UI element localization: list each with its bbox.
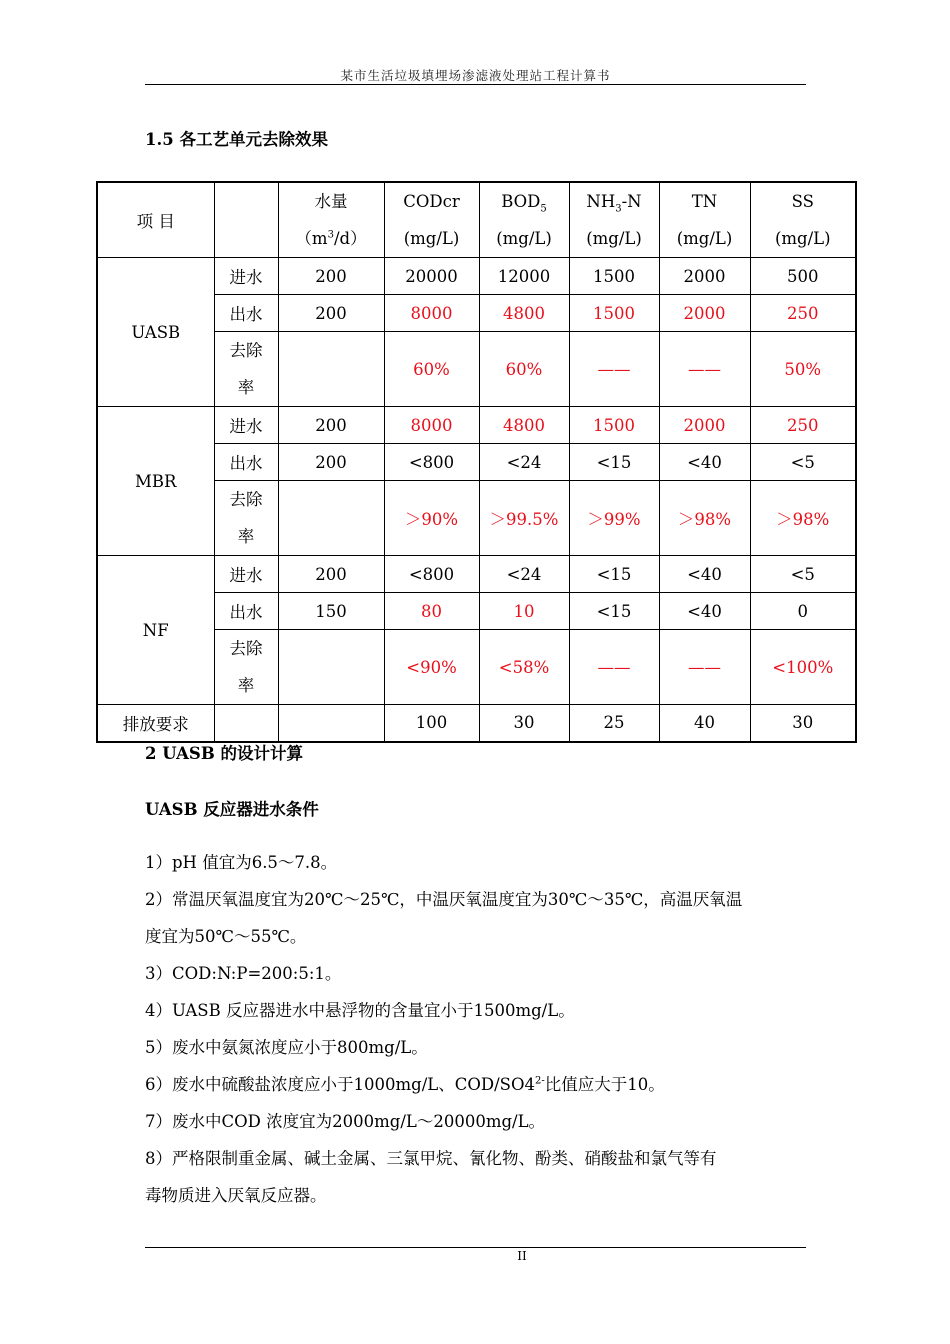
cell: 20000	[384, 258, 479, 295]
cell: 250	[750, 407, 856, 444]
row-label: 出水	[214, 444, 278, 481]
cell: 100	[384, 705, 479, 742]
cell: 50%	[750, 332, 856, 407]
list-item: 3）COD:N:P=200:5:1。	[145, 964, 342, 983]
cell: 8000	[384, 295, 479, 332]
header-flow: 水量 $(m^3/d)$	[278, 182, 384, 258]
cell	[278, 481, 384, 556]
cell: 200	[278, 556, 384, 593]
cell: 12000	[479, 258, 569, 295]
cell: 80	[384, 593, 479, 630]
cell: <800	[384, 444, 479, 481]
cell: 4800	[479, 295, 569, 332]
header-ss: SS (mg/L)	[750, 182, 856, 258]
cell: ——	[659, 630, 750, 705]
cell: <90%	[384, 630, 479, 705]
section-1-5-title: 1.5 各工艺单元去除效果	[145, 130, 328, 149]
row-label: 进水	[214, 407, 278, 444]
cell: ＞98%	[659, 481, 750, 556]
cell: <5	[750, 556, 856, 593]
header-bod5: $BOD_5$ (mg/L)	[479, 182, 569, 258]
cell: <15	[569, 593, 659, 630]
cell: 25	[569, 705, 659, 742]
uasb-conditions-list	[145, 844, 815, 1214]
cell: 200	[278, 258, 384, 295]
cell: <24	[479, 556, 569, 593]
cell: 40	[659, 705, 750, 742]
row-label: 进水	[214, 556, 278, 593]
header-rule	[145, 84, 806, 85]
cell: <40	[659, 444, 750, 481]
cell: ＞99%	[569, 481, 659, 556]
header-blank	[214, 182, 278, 258]
cell: 500	[750, 258, 856, 295]
table-row	[97, 556, 856, 593]
cell: 200	[278, 444, 384, 481]
list-item: 1）pH 值宜为6.5～7.8。	[145, 853, 338, 872]
cell: 60%	[384, 332, 479, 407]
cell: ——	[659, 332, 750, 407]
cell: 60%	[479, 332, 569, 407]
row-label: 出水	[214, 295, 278, 332]
row-label: 排放要求	[97, 705, 214, 742]
cell: 2000	[659, 407, 750, 444]
cell: 1500	[569, 295, 659, 332]
cell: 10	[479, 593, 569, 630]
list-item: 2）常温厌氧温度宜为20℃～25℃，中温厌氧温度宜为30℃～35℃，高温厌氧温	[145, 890, 743, 909]
header-item: 项 目	[97, 182, 214, 258]
cell: 1500	[569, 258, 659, 295]
group-mbr: MBR	[97, 407, 214, 556]
row-label: 出水	[214, 593, 278, 630]
row-label: 去除 率	[214, 630, 278, 705]
cell: ——	[569, 630, 659, 705]
cell: 200	[278, 295, 384, 332]
list-item: 4）UASB 反应器进水中悬浮物的含量宜小于1500mg/L。	[145, 1001, 575, 1020]
header-codcr: CODcr (mg/L)	[384, 182, 479, 258]
table-row	[97, 407, 856, 444]
page-number: II	[517, 1249, 527, 1263]
header-nh3n: $NH_3-N$ (mg/L)	[569, 182, 659, 258]
cell: 30	[750, 705, 856, 742]
cell: <15	[569, 556, 659, 593]
cell: 1500	[569, 407, 659, 444]
cell: ＞90%	[384, 481, 479, 556]
cell: <40	[659, 593, 750, 630]
cell: <15	[569, 444, 659, 481]
row-label: 去除 率	[214, 481, 278, 556]
cell: ＞99.5%	[479, 481, 569, 556]
list-item: 7）废水中COD 浓度宜为2000mg/L～20000mg/L。	[145, 1112, 546, 1131]
table-row-discharge	[97, 705, 856, 742]
cell: 8000	[384, 407, 479, 444]
cell: 200	[278, 407, 384, 444]
list-item: 8）严格限制重金属、碱土金属、三氯甲烷、氰化物、酚类、硝酸盐和氯气等有	[145, 1149, 717, 1168]
group-nf: NF	[97, 556, 214, 705]
row-label: 去除 率	[214, 332, 278, 407]
removal-efficiency-table	[96, 181, 857, 743]
row-label: 进水	[214, 258, 278, 295]
uasb-conditions-title: UASB 反应器进水条件	[145, 800, 319, 819]
cell: 4800	[479, 407, 569, 444]
group-uasb: UASB	[97, 258, 214, 407]
table-header-row	[97, 182, 856, 258]
header-tn: TN (mg/L)	[659, 182, 750, 258]
cell: ＞98%	[750, 481, 856, 556]
cell: 250	[750, 295, 856, 332]
cell: 2000	[659, 295, 750, 332]
footer-rule	[145, 1247, 806, 1248]
table-row	[97, 258, 856, 295]
cell: 150	[278, 593, 384, 630]
cell	[278, 332, 384, 407]
list-item: 5）废水中氨氮浓度应小于800mg/L。	[145, 1038, 428, 1057]
cell: 0	[750, 593, 856, 630]
cell	[278, 630, 384, 705]
cell: 2000	[659, 258, 750, 295]
cell: ——	[569, 332, 659, 407]
cell: <24	[479, 444, 569, 481]
cell: 30	[479, 705, 569, 742]
cell	[278, 705, 384, 742]
cell: <5	[750, 444, 856, 481]
cell: <58%	[479, 630, 569, 705]
list-item: 6）废水中硫酸盐浓度应小于1000mg/L、COD/$SO4^{2-}$比值应大于10。	[145, 1075, 665, 1094]
list-item-cont: 度宜为50℃～55℃。	[145, 927, 307, 946]
section-2-title: 2 UASB 的设计计算	[145, 744, 304, 763]
list-item-cont: 毒物质进入厌氧反应器。	[145, 1186, 327, 1205]
cell: <800	[384, 556, 479, 593]
cell: <40	[659, 556, 750, 593]
running-header: 某市生活垃圾填埋场渗滤液处理站工程计算书	[340, 68, 611, 83]
cell: <100%	[750, 630, 856, 705]
cell	[214, 705, 278, 742]
